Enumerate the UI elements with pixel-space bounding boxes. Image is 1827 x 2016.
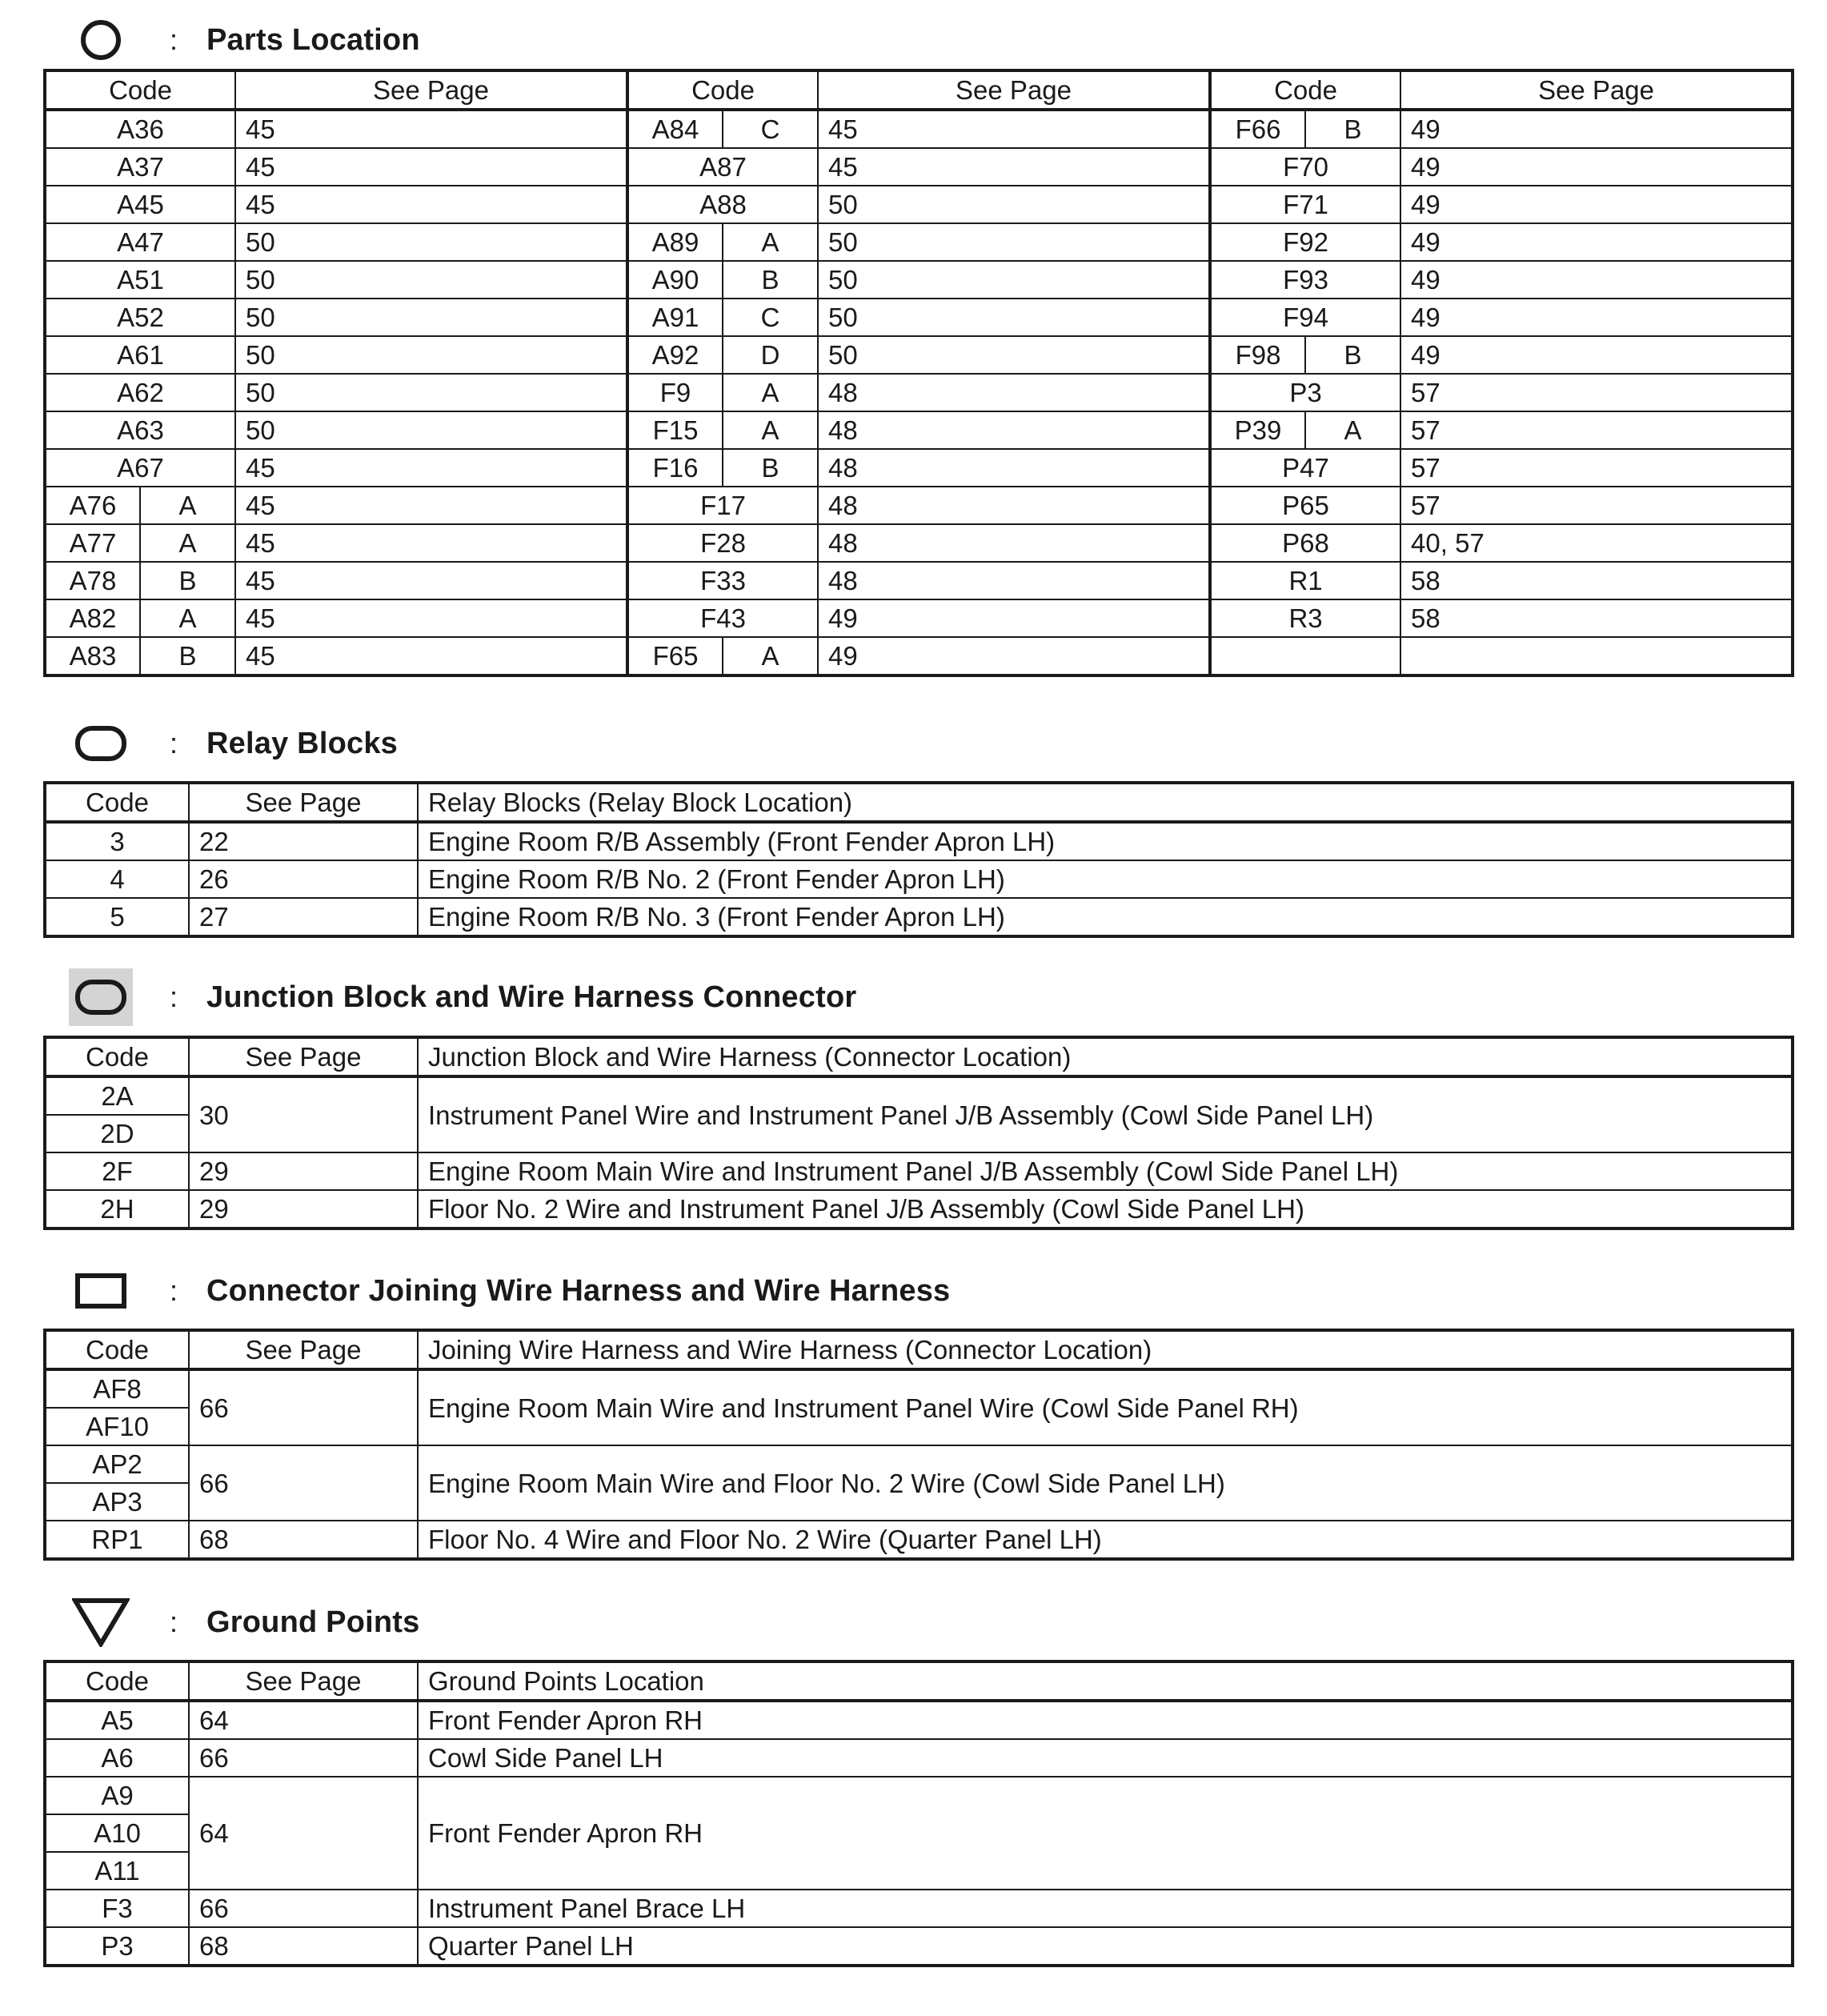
see-page-value: 50 — [235, 223, 627, 261]
see-page-value: 48 — [818, 449, 1210, 487]
see-page-value: 50 — [235, 374, 627, 411]
part-code: A62 — [45, 374, 235, 411]
see-page-value: 30 — [189, 1076, 418, 1152]
see-page-value: 64 — [189, 1777, 418, 1890]
triangle-icon — [69, 1593, 133, 1651]
location-description: Instrument Panel Wire and Instrument Panel J/B Assembly (Cowl Side Panel LH) — [418, 1076, 1793, 1152]
junction-block-heading — [69, 968, 856, 1026]
code-cell: A6 — [45, 1739, 189, 1777]
see-page-value: 45 — [235, 599, 627, 637]
part-code: A45 — [45, 186, 235, 223]
location-description: Front Fender Apron RH — [418, 1777, 1793, 1890]
see-page-value: 45 — [235, 110, 627, 148]
part-code: R3 — [1210, 599, 1400, 637]
see-page-value: 45 — [235, 148, 627, 186]
location-header: Joining Wire Harness and Wire Harness (Connector Location) — [418, 1330, 1793, 1369]
part-code: A36 — [45, 110, 235, 148]
part-code: A87 — [627, 148, 818, 186]
see-page-value: 27 — [189, 898, 418, 936]
part-code: P47 — [1210, 449, 1400, 487]
part-code: A67 — [45, 449, 235, 487]
part-code: F65 — [627, 637, 723, 675]
part-sub-code: B — [723, 261, 818, 299]
code-cell: AP2 — [45, 1445, 189, 1483]
table-row — [45, 186, 1793, 223]
shaded-rounded-rect-icon — [69, 968, 133, 1026]
see-page-value: 29 — [189, 1190, 418, 1228]
see-page-header: See Page — [189, 783, 418, 822]
see-page-value: 66 — [189, 1890, 418, 1927]
location-description: Floor No. 2 Wire and Instrument Panel J/B Assembly (Cowl Side Panel LH) — [418, 1190, 1793, 1228]
see-page-value: 49 — [1400, 223, 1793, 261]
part-sub-code: B — [140, 637, 235, 675]
see-page-value — [1400, 637, 1793, 675]
code-cell: AF10 — [45, 1408, 189, 1445]
part-code: F92 — [1210, 223, 1400, 261]
table-row — [45, 860, 1793, 898]
junction-block-table — [43, 1036, 1794, 1230]
see-page-value: 58 — [1400, 599, 1793, 637]
part-code: P68 — [1210, 524, 1400, 562]
part-code: F33 — [627, 562, 818, 599]
see-page-value: 45 — [235, 637, 627, 675]
part-sub-code: C — [723, 299, 818, 336]
location-header: Ground Points Location — [418, 1661, 1793, 1701]
code-cell: AP3 — [45, 1483, 189, 1521]
part-code: A91 — [627, 299, 723, 336]
part-sub-code: C — [723, 110, 818, 148]
see-page-value: 48 — [818, 562, 1210, 599]
see-page-value: 48 — [818, 374, 1210, 411]
see-page-value: 68 — [189, 1927, 418, 1966]
see-page-value: 50 — [818, 336, 1210, 374]
location-description: Instrument Panel Brace LH — [418, 1890, 1793, 1927]
part-code: A47 — [45, 223, 235, 261]
code-header: Code — [45, 70, 235, 110]
see-page-value: 49 — [1400, 261, 1793, 299]
location-description: Engine Room R/B Assembly (Front Fender Apron LH) — [418, 822, 1793, 860]
part-code: A51 — [45, 261, 235, 299]
location-description: Engine Room Main Wire and Instrument Panel Wire (Cowl Side Panel RH) — [418, 1369, 1793, 1445]
see-page-value: 45 — [235, 562, 627, 599]
see-page-header: See Page — [1400, 70, 1793, 110]
part-code: A63 — [45, 411, 235, 449]
section-title: Connector Joining Wire Harness and Wire Harness — [206, 1273, 951, 1308]
code-header: Code — [45, 1037, 189, 1076]
table-row — [45, 637, 1793, 675]
part-code: R1 — [1210, 562, 1400, 599]
table-row — [45, 1076, 1793, 1115]
see-page-value: 49 — [1400, 110, 1793, 148]
table-row — [45, 223, 1793, 261]
code-cell: P3 — [45, 1927, 189, 1966]
part-code: A78 — [45, 562, 140, 599]
code-header: Code — [45, 783, 189, 822]
section-title: Parts Location — [206, 22, 420, 57]
see-page-value: 22 — [189, 822, 418, 860]
code-cell: 2A — [45, 1076, 189, 1115]
location-header: Junction Block and Wire Harness (Connector Location) — [418, 1037, 1793, 1076]
rectangle-icon — [69, 1262, 133, 1320]
code-header: Code — [45, 1661, 189, 1701]
see-page-value: 66 — [189, 1445, 418, 1521]
part-code: F17 — [627, 487, 818, 524]
table-row — [45, 1369, 1793, 1408]
parts-location-heading — [69, 11, 420, 69]
heading-colon: : — [170, 1605, 178, 1638]
code-cell: 5 — [45, 898, 189, 936]
code-cell: F3 — [45, 1890, 189, 1927]
see-page-value: 49 — [1400, 299, 1793, 336]
see-page-value: 57 — [1400, 411, 1793, 449]
see-page-value: 50 — [235, 261, 627, 299]
table-header-row — [45, 1661, 1793, 1701]
see-page-value: 50 — [818, 223, 1210, 261]
part-code: A84 — [627, 110, 723, 148]
part-code: P65 — [1210, 487, 1400, 524]
part-code: A82 — [45, 599, 140, 637]
code-cell: A10 — [45, 1814, 189, 1852]
see-page-value: 66 — [189, 1739, 418, 1777]
table-row — [45, 110, 1793, 148]
circle-icon — [69, 11, 133, 69]
see-page-value: 29 — [189, 1152, 418, 1190]
code-header: Code — [627, 70, 818, 110]
code-cell: 4 — [45, 860, 189, 898]
see-page-value: 48 — [818, 524, 1210, 562]
part-code: A83 — [45, 637, 140, 675]
part-code: A92 — [627, 336, 723, 374]
part-code: A89 — [627, 223, 723, 261]
part-sub-code: B — [1305, 336, 1400, 374]
part-sub-code: A — [140, 524, 235, 562]
connector-table — [43, 1329, 1794, 1561]
table-row — [45, 148, 1793, 186]
table-row — [45, 1445, 1793, 1483]
heading-colon: : — [170, 727, 178, 760]
table-header-row — [45, 70, 1793, 110]
see-page-value: 45 — [235, 186, 627, 223]
see-page-value: 45 — [235, 487, 627, 524]
code-cell: 2H — [45, 1190, 189, 1228]
part-sub-code: A — [723, 374, 818, 411]
table-row — [45, 1927, 1793, 1966]
part-code: A90 — [627, 261, 723, 299]
heading-colon: : — [170, 23, 178, 56]
part-code: F71 — [1210, 186, 1400, 223]
part-code: A76 — [45, 487, 140, 524]
table-row — [45, 562, 1793, 599]
part-sub-code: B — [723, 449, 818, 487]
part-sub-code: B — [1305, 110, 1400, 148]
code-cell: 2D — [45, 1115, 189, 1152]
code-cell: 3 — [45, 822, 189, 860]
location-header: Relay Blocks (Relay Block Location) — [418, 783, 1793, 822]
rounded-rect-icon — [69, 715, 133, 772]
table-row — [45, 1190, 1793, 1228]
part-code: P3 — [1210, 374, 1400, 411]
table-row — [45, 261, 1793, 299]
see-page-value: 66 — [189, 1369, 418, 1445]
heading-colon: : — [170, 1274, 178, 1307]
table-row — [45, 1777, 1793, 1814]
location-description: Floor No. 4 Wire and Floor No. 2 Wire (Quarter Panel LH) — [418, 1521, 1793, 1559]
table-row — [45, 599, 1793, 637]
see-page-value: 40, 57 — [1400, 524, 1793, 562]
see-page-value: 45 — [818, 110, 1210, 148]
code-cell: A11 — [45, 1852, 189, 1890]
table-row — [45, 487, 1793, 524]
code-cell: A5 — [45, 1701, 189, 1739]
see-page-value: 48 — [818, 411, 1210, 449]
table-row — [45, 1521, 1793, 1559]
location-description: Engine Room R/B No. 3 (Front Fender Apron LH) — [418, 898, 1793, 936]
part-code: F98 — [1210, 336, 1305, 374]
table-row — [45, 1152, 1793, 1190]
see-page-value: 48 — [818, 487, 1210, 524]
see-page-value: 45 — [818, 148, 1210, 186]
see-page-value: 45 — [235, 524, 627, 562]
code-cell: A9 — [45, 1777, 189, 1814]
see-page-value: 49 — [818, 599, 1210, 637]
see-page-value: 64 — [189, 1701, 418, 1739]
part-code: F28 — [627, 524, 818, 562]
see-page-value: 49 — [818, 637, 1210, 675]
table-row — [45, 1701, 1793, 1739]
location-description: Engine Room Main Wire and Floor No. 2 Wire (Cowl Side Panel LH) — [418, 1445, 1793, 1521]
part-code: A88 — [627, 186, 818, 223]
part-sub-code: A — [723, 411, 818, 449]
see-page-value: 68 — [189, 1521, 418, 1559]
code-header: Code — [45, 1330, 189, 1369]
part-code: F66 — [1210, 110, 1305, 148]
part-code: A37 — [45, 148, 235, 186]
table-row — [45, 374, 1793, 411]
ground-points-table — [43, 1660, 1794, 1967]
part-sub-code: B — [140, 562, 235, 599]
relay-blocks-heading — [69, 715, 398, 772]
table-header-row — [45, 1037, 1793, 1076]
see-page-value: 50 — [235, 411, 627, 449]
part-code: F43 — [627, 599, 818, 637]
location-description: Front Fender Apron RH — [418, 1701, 1793, 1739]
see-page-value: 57 — [1400, 374, 1793, 411]
location-description: Engine Room Main Wire and Instrument Panel J/B Assembly (Cowl Side Panel LH) — [418, 1152, 1793, 1190]
location-description: Quarter Panel LH — [418, 1927, 1793, 1966]
see-page-header: See Page — [189, 1037, 418, 1076]
code-cell: RP1 — [45, 1521, 189, 1559]
location-description: Engine Room R/B No. 2 (Front Fender Apron LH) — [418, 860, 1793, 898]
see-page-value: 50 — [235, 336, 627, 374]
see-page-header: See Page — [189, 1661, 418, 1701]
part-sub-code: A — [140, 599, 235, 637]
part-code: F9 — [627, 374, 723, 411]
part-code: F15 — [627, 411, 723, 449]
see-page-value: 50 — [818, 261, 1210, 299]
see-page-value: 49 — [1400, 336, 1793, 374]
part-sub-code: A — [723, 637, 818, 675]
part-sub-code: A — [723, 223, 818, 261]
see-page-value: 57 — [1400, 449, 1793, 487]
part-code: P39 — [1210, 411, 1305, 449]
connector-heading — [69, 1262, 950, 1320]
table-row — [45, 1890, 1793, 1927]
parts-location-table — [43, 69, 1794, 677]
table-row — [45, 822, 1793, 860]
table-row — [45, 411, 1793, 449]
table-header-row — [45, 1330, 1793, 1369]
ground-points-heading — [69, 1593, 419, 1651]
see-page-value: 45 — [235, 449, 627, 487]
see-page-value: 50 — [818, 186, 1210, 223]
see-page-value: 58 — [1400, 562, 1793, 599]
table-row — [45, 524, 1793, 562]
part-code: F93 — [1210, 261, 1400, 299]
table-row — [45, 1739, 1793, 1777]
part-code: A61 — [45, 336, 235, 374]
see-page-value: 50 — [818, 299, 1210, 336]
table-row — [45, 336, 1793, 374]
relay-blocks-table — [43, 781, 1794, 938]
see-page-value: 57 — [1400, 487, 1793, 524]
code-cell: AF8 — [45, 1369, 189, 1408]
part-code: F70 — [1210, 148, 1400, 186]
see-page-value: 49 — [1400, 186, 1793, 223]
see-page-header: See Page — [818, 70, 1210, 110]
code-cell: 2F — [45, 1152, 189, 1190]
section-title: Ground Points — [206, 1605, 420, 1639]
part-sub-code: A — [140, 487, 235, 524]
table-row — [45, 898, 1793, 936]
see-page-header: See Page — [189, 1330, 418, 1369]
table-row — [45, 299, 1793, 336]
part-code: F16 — [627, 449, 723, 487]
see-page-value: 49 — [1400, 148, 1793, 186]
location-description: Cowl Side Panel LH — [418, 1739, 1793, 1777]
section-title: Relay Blocks — [206, 726, 398, 760]
part-sub-code: A — [1305, 411, 1400, 449]
part-code: A77 — [45, 524, 140, 562]
table-header-row — [45, 783, 1793, 822]
see-page-header: See Page — [235, 70, 627, 110]
heading-colon: : — [170, 980, 178, 1013]
table-row — [45, 449, 1793, 487]
see-page-value: 50 — [235, 299, 627, 336]
code-header: Code — [1210, 70, 1400, 110]
part-sub-code: D — [723, 336, 818, 374]
part-code: A52 — [45, 299, 235, 336]
part-code: F94 — [1210, 299, 1400, 336]
part-code — [1210, 637, 1400, 675]
see-page-value: 26 — [189, 860, 418, 898]
section-title: Junction Block and Wire Harness Connector — [206, 980, 857, 1014]
